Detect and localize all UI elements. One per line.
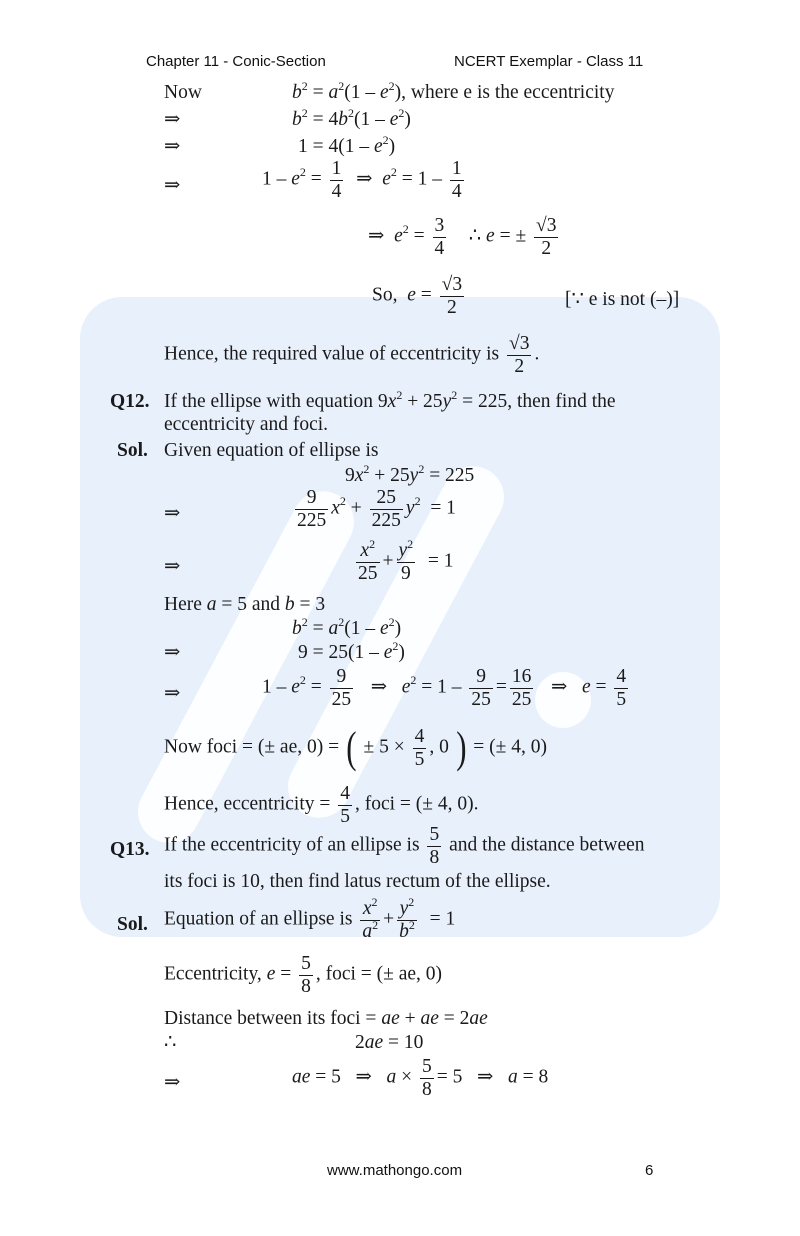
implies-icon: ⇒ <box>164 683 181 704</box>
line-now: Now <box>164 82 202 103</box>
implies-icon: ⇒ <box>164 136 181 157</box>
q13-sol-label: Sol. <box>117 914 148 935</box>
implies-icon: ⇒ <box>164 109 181 130</box>
q13-label: Q13. <box>110 839 150 860</box>
implies-icon: ⇒ <box>164 556 181 577</box>
q12-text-line1: If the ellipse with equation $9x^2 + 25y^2 = 225$, then find the <box>164 388 616 412</box>
q13-text-line1: If the eccentricity of an ellipse is $\frac{5}{8}$ and the distance between <box>164 824 645 868</box>
chapter-title: Chapter 11 - Conic-Section <box>146 53 326 70</box>
q13-text-line2: its foci is 10, then find latus rectum of the ellipse. <box>164 871 551 892</box>
book-title: NCERT Exemplar - Class 11 <box>454 53 644 70</box>
implies-icon: ⇒ <box>164 503 181 524</box>
q12-sol-label: Sol. <box>117 440 148 461</box>
implies-icon: ⇒ <box>164 642 181 663</box>
implies-icon: ⇒ <box>164 175 181 196</box>
page-number: 6 <box>645 1162 654 1179</box>
q12-label: Q12. <box>110 391 150 412</box>
implies-icon: ⇒ <box>164 1072 181 1093</box>
q12-text-line2: eccentricity and foci. <box>164 414 329 435</box>
footer-website: www.mathongo.com <box>327 1162 463 1179</box>
therefore-icon: ∴ <box>164 1032 177 1053</box>
reason-note: [∵ e is not (–)] <box>565 289 680 310</box>
